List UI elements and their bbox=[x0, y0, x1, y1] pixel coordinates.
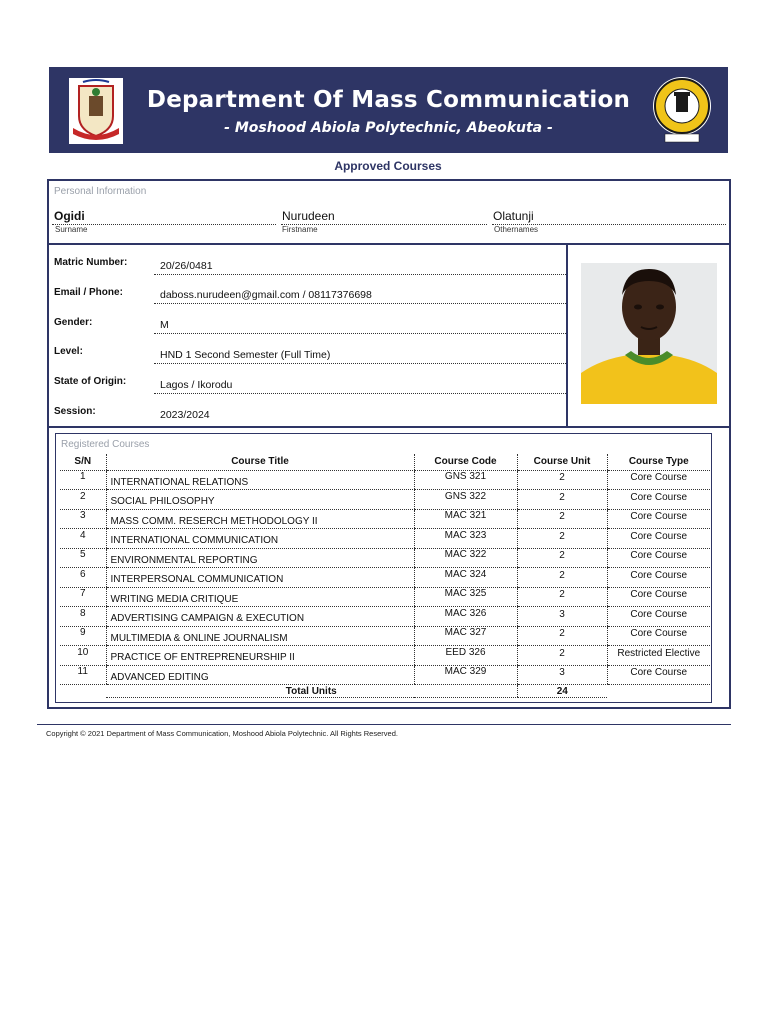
level-line bbox=[154, 363, 566, 364]
course-unit: 2 bbox=[517, 470, 607, 490]
copyright-footer: Copyright © 2021 Department of Mass Communication, Moshood Abiola Polytechnic. All Rights Reserved. bbox=[46, 729, 398, 738]
course-type: Core Course bbox=[607, 587, 710, 607]
header-banner bbox=[49, 67, 728, 153]
total-spacer bbox=[60, 685, 106, 698]
course-type: Core Course bbox=[607, 607, 710, 627]
course-type: Core Course bbox=[607, 548, 710, 568]
course-sn: 3 bbox=[60, 509, 106, 529]
course-title: SOCIAL PHILOSOPHY bbox=[106, 490, 414, 510]
table-header-row bbox=[60, 454, 710, 470]
matric-value: 20/26/0481 bbox=[160, 260, 213, 272]
header-course-title: Course Title bbox=[106, 454, 414, 470]
gender-value: M bbox=[160, 319, 169, 331]
registered-courses-section bbox=[55, 433, 712, 703]
page-title: Department Of Mass Communication bbox=[146, 87, 631, 113]
email-phone-line bbox=[154, 303, 566, 304]
course-code: MAC 325 bbox=[414, 587, 517, 607]
course-title: MULTIMEDIA & ONLINE JOURNALISM bbox=[106, 626, 414, 646]
course-sn: 4 bbox=[60, 529, 106, 549]
course-form bbox=[47, 179, 731, 709]
course-title: MASS COMM. RESERCH METHODOLOGY II bbox=[106, 509, 414, 529]
course-type: Core Course bbox=[607, 568, 710, 588]
course-type: Core Course bbox=[607, 529, 710, 549]
course-code: GNS 321 bbox=[414, 470, 517, 490]
course-sn: 7 bbox=[60, 587, 106, 607]
course-sn: 5 bbox=[60, 548, 106, 568]
table-row bbox=[60, 568, 710, 588]
photo-divider bbox=[566, 244, 568, 426]
othernames-caption: Othernames bbox=[494, 225, 539, 234]
table-row bbox=[60, 607, 710, 627]
course-title: ADVERTISING CAMPAIGN & EXECUTION bbox=[106, 607, 414, 627]
footer-divider bbox=[37, 724, 731, 725]
level-value: HND 1 Second Semester (Full Time) bbox=[160, 349, 331, 361]
course-type: Core Course bbox=[607, 626, 710, 646]
course-code: MAC 329 bbox=[414, 665, 517, 685]
course-sn: 8 bbox=[60, 607, 106, 627]
approved-courses-heading: Approved Courses bbox=[334, 159, 442, 173]
course-unit: 3 bbox=[517, 665, 607, 685]
course-title: ENVIRONMENTAL REPORTING bbox=[106, 548, 414, 568]
course-title: ADVANCED EDITING bbox=[106, 665, 414, 685]
course-sn: 11 bbox=[60, 665, 106, 685]
course-unit: 2 bbox=[517, 509, 607, 529]
table-row bbox=[60, 548, 710, 568]
table-row bbox=[60, 490, 710, 510]
course-type: Core Course bbox=[607, 509, 710, 529]
personal-info-label: Personal Information bbox=[54, 186, 147, 197]
state-origin-value: Lagos / Ikorodu bbox=[160, 379, 233, 391]
session-label: Session: bbox=[54, 406, 96, 417]
course-code: MAC 327 bbox=[414, 626, 517, 646]
course-code: EED 326 bbox=[414, 646, 517, 666]
registered-courses-label: Registered Courses bbox=[61, 439, 150, 450]
matric-line bbox=[154, 274, 566, 275]
course-sn: 1 bbox=[60, 470, 106, 490]
course-unit: 2 bbox=[517, 548, 607, 568]
page-subtitle: - Moshood Abiola Polytechnic, Abeokuta - bbox=[224, 120, 553, 136]
firstname-value: Nurudeen bbox=[282, 209, 335, 223]
total-units-label: Total Units bbox=[106, 685, 517, 698]
course-type: Core Course bbox=[607, 490, 710, 510]
email-phone-value: daboss.nurudeen@gmail.com / 08117376698 bbox=[160, 289, 372, 301]
course-title: PRACTICE OF ENTREPRENEURSHIP II bbox=[106, 646, 414, 666]
section-divider bbox=[49, 243, 729, 245]
course-code: MAC 324 bbox=[414, 568, 517, 588]
student-photo bbox=[581, 263, 717, 404]
course-code: MAC 322 bbox=[414, 548, 517, 568]
gender-label: Gender: bbox=[54, 317, 93, 328]
total-units-value: 24 bbox=[517, 685, 607, 698]
othernames-value: Olatunji bbox=[493, 209, 534, 223]
course-unit: 3 bbox=[517, 607, 607, 627]
course-sn: 9 bbox=[60, 626, 106, 646]
total-spacer-end bbox=[607, 685, 710, 698]
course-code: MAC 321 bbox=[414, 509, 517, 529]
session-value: 2023/2024 bbox=[160, 409, 210, 421]
course-title: WRITING MEDIA CRITIQUE bbox=[106, 587, 414, 607]
total-units-row bbox=[60, 685, 710, 698]
header-course-type: Course Type bbox=[607, 454, 710, 470]
course-code: GNS 322 bbox=[414, 490, 517, 510]
course-code: MAC 323 bbox=[414, 529, 517, 549]
header-course-code: Course Code bbox=[414, 454, 517, 470]
courses-divider bbox=[49, 426, 729, 428]
matric-label: Matric Number: bbox=[54, 257, 128, 268]
table-row bbox=[60, 626, 710, 646]
course-unit: 2 bbox=[517, 587, 607, 607]
table-row bbox=[60, 470, 710, 490]
courses-table bbox=[60, 454, 710, 698]
course-sn: 6 bbox=[60, 568, 106, 588]
table-row bbox=[60, 509, 710, 529]
course-unit: 2 bbox=[517, 529, 607, 549]
course-unit: 2 bbox=[517, 646, 607, 666]
surname-value: Ogidi bbox=[54, 209, 85, 223]
course-sn: 10 bbox=[60, 646, 106, 666]
course-type: Core Course bbox=[607, 470, 710, 490]
course-title: INTERNATIONAL COMMUNICATION bbox=[106, 529, 414, 549]
header-course-unit: Course Unit bbox=[517, 454, 607, 470]
course-title: INTERNATIONAL RELATIONS bbox=[106, 470, 414, 490]
mass-communication-seal-logo bbox=[651, 74, 713, 144]
surname-caption: Surname bbox=[55, 225, 88, 234]
course-unit: 2 bbox=[517, 490, 607, 510]
course-code: MAC 326 bbox=[414, 607, 517, 627]
email-phone-label: Email / Phone: bbox=[54, 287, 123, 298]
state-origin-label: State of Origin: bbox=[54, 376, 127, 387]
gender-line bbox=[154, 333, 566, 334]
table-row bbox=[60, 646, 710, 666]
course-unit: 2 bbox=[517, 568, 607, 588]
table-row bbox=[60, 665, 710, 685]
course-type: Core Course bbox=[607, 665, 710, 685]
course-sn: 2 bbox=[60, 490, 106, 510]
course-type: Restricted Elective bbox=[607, 646, 710, 666]
table-row bbox=[60, 529, 710, 549]
table-row bbox=[60, 587, 710, 607]
course-title: INTERPERSONAL COMMUNICATION bbox=[106, 568, 414, 588]
level-label: Level: bbox=[54, 346, 83, 357]
state-origin-line bbox=[154, 393, 566, 394]
header-sn: S/N bbox=[60, 454, 106, 470]
course-unit: 2 bbox=[517, 626, 607, 646]
student-photo-image bbox=[581, 263, 717, 404]
firstname-caption: Firstname bbox=[282, 225, 318, 234]
